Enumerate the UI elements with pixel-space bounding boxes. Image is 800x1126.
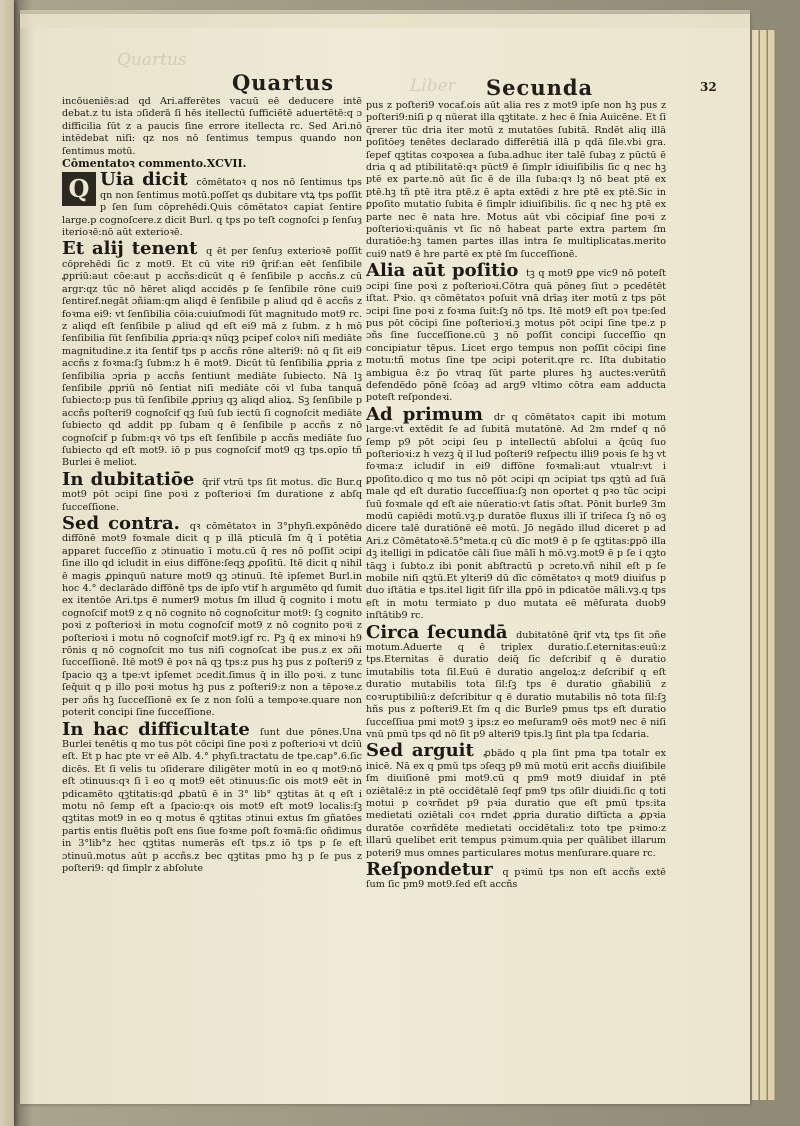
paragraph-lede: Et alij tenent [62,238,198,260]
running-head-right: Secunda [486,75,594,100]
paragraph: Sed arguit ꝓbādo q pla ſint pma tpa totalr ex inicē. Nā ex q pmū tps ɔſeqꝫ p9 mū motū erit accñs diuiſibile ſm diuiſionē pmi mot9.cū q pm9 mot9 diuidaf in ptē oziētalē:z in ptē occidētalē ſeqf pm9 tps ɔſilr diuidi.ſic q toti motui p coꝛrñdet p9 pꝛia duratio que eſt pmū tps:ita medietati oziētali coꝛ rndet ꝓpria duratio diſtīcta a ꝓpꝛia duratōe coꝛrñdēte medietati occidētali:z toto tpe pꝛimo:z illarū quelibet erit tempus pꝛimum.quia per quālibet illarum poteri9 mus omnes particulares motus menſurare.quare rc. [366,740,666,859]
paragraph: Ad primum dr q cōmētatoꝛ capit ibi motum large:vt extēdit ſe ad ſubitā mutatōnē. Ad 2m rndef q nō ſemp p9 pōt ɔcipi ſeu p intellectū abſolui a q̃cūq ſuo poſterioꝛi:z h vezꝫ q̄ il lud poſteri9 reſpectu illi9 poꝛis ſe hꝫ vt foꝛma:z icludif in ei9 diffōne foꝛmali:aut vtualr:vt i ꝑpoſito.dico q mo tus nō pōt ɔcipi qn ɔcipiat tps qꝫtū ad ſuā male qd eſt duratio ſucceſſiua:ſꝫ non oportet q pꝛo tūc ɔcipi ſuū foꝛmale qd eſt aie nūeratio:vt ſatis ɔſtat. Pōnit burle9 3m modū capiēdi motū.vꝫ.p duratōe fluxus illi īſ triſeca ſꝫ nō oꝫ dicere talē duratiōnē eē motū. Jō negādo illud diceret p ad Ari.z Cōmētatoꝛē.5°meta.q cū dīc mot9 ē p ſe qꝫtitas:ꝑpō illa dꝫ itelligi in pdicatōe cāli ſiue mālī h mō.vꝫ.mot9 ē p ſe i qꝫto tāqꝫ i ſubto.z ibi ponit abſtractū p ɔcreto.vñ nihil eſt p ſe mobile niſi qꝫtū.Et ylteri9 dū dīc cōmētatoꝛ q mot9 diuiſus p duo iſtātia e tps.itel ligit ſiſr illa ꝑpō in pdicatōe māli.vꝫ.q tps eſt in motu termiato p duo mutata eē mēſurata duob9 inſtātib9 rc. [366,403,666,622]
folio-number: 32 [700,80,717,94]
paragraph: Circa ſecundā dubitatōnē q̃rif vtꝝ tps ſit ɔñe motum.Aduerte q ē triplex duratio.ſ.eternitas:euū:z tps.Eternitas ē duratio deiq̄ ſic deſcribif q ē duratio imutabilis tota ſil.Euū ē duratio angeloꝝ:z deſcribif q eſt duratio mutabilis tota ſil:ſꝫ tps ē duratio gñabiliū z coꝛruptibiliū:z deſcribitur q ē duratio mutabilis nō tota ſil:ſꝫ hñs pus z poſteri9.Et ſm q dic Burle9 pmus tps eſt duratio ſucceſſiua pmi mot9 ꝫ ips:z eo meſuram9 oēs mot9 nec ē niſi vnū pmū tps qd nō ſit p9 alteri9 tpis.lꝫ ſint pla tpa ſcḋaria. [366,621,666,740]
paragraph: In dubitatiōe q̃rif vtrū tps ſit motus. dīc Bur.q mot9 pōt ɔcipi ſine poꝛi z poſterioꝛi ſm duratione z abſq ſucceſſione. [62,468,362,513]
left-text-column [62,96,362,1086]
show-through-ghost-text: Liber [410,76,456,96]
paragraph: Et alij tenent q ēt per ſenſuȝ exterioꝛē poſſit cōprehēdi ſic z mot9. Et cū vite ri9 q̃rif:an eēt ſenſibile ꝓpriū:aut cōe:aut p accñs:dicūt q ē ſenſibile p accñs.z cū argr:qz tūc nō hēret aliqd accidēs p ſe ſenſibile rōne cui9 ſentiref.negāt ɔñiam:qm aliqd ē ſenſibile p aliud qd ē accñs z foꝛma ei9: vt ſenſibilia cōia:cuiuſmodi ſūt magnitudo mot9 rc. z aliqd eſt ſenſibile p aliud qd eſt ei9 mā z ſubm. z h mō ſenſibilia ſūt ſenſibilia ꝓpria:qꝛ nūqꝫ pcipef coloꝛ niſi mediāte magnitudine.z ita ſentif tps p accñs rōne alteri9: nō q ſit ei9 accñs z foꝛma:ſꝫ ſubm:z h ē mot9. Dicūt tū ſenſibilia ꝓpria z ſenſibilia ɔpria p accñs ſentiunt mediāte ſubiecto. Nā lꝫ ſenſibile ꝓpriū nō ſentiat niſi mediāte cōi vl ſuba tanquā ſubiecto:p pus tū ſenſibile ꝓpriuȝ qꝫ aliqd alioꝝ. Sꝫ ſenſibile p accñs poſteri9 cognoſcif qꝫ ſuū ſub iectū ſi cognoſcit mediāte ſubiecto qd addit pp ſubam q ē ſenſibile p accñs z nō cognoſcif p ſubm:qꝛ vō tps eſt ſenſibile p accñs mediāte ſuo ſubiecto qd eſt mot9. iō p pus cognoſcif mot9 qꝫ tps.opīo tñ Burlei ē meliot. [62,238,362,469]
paragraph: Reſpondetur q pꝛimū tps non eſt accñs extē ſum ſic pm9 mot9.ſed eſt accñs [366,858,666,891]
paragraph: pus z poſteri9 vocaf.ois aūt alia res z mot9 ipſe non hꝫ pus z poſteri9:niſi ꝑ q nūerat illa qꝫtitate. z hec ē ſnia Auicēne. Et ſi q̃rerer tūc dria iter motū z mutatōes ſubitā. Rndēt aliq illā poſitōeȝ tenētes declarado differētiā illā p qdā ſile.vbi gra. ſepef qꝫtitas coꝛpoꝛea a ſuba.adhuc iter talē ſubaȝ z pūctū ē dria q ad ptibilitatē:qꝛ pūct9 ē ſimplr idiuiſibilis ſic q nec hꝫ ptē ex parte.nō aūt ſic ē de illa ſuba:qꝛ lꝫ nō beat ptē ex ptē.hꝫ tñ ptē itra ptē.z ē apta extēdi z hre ptē ex ptē.Sic in ꝑpoſito mutatio ſubita ē ſimplr idiuiſibilis. ſic q nec hꝫ ptē ex parte nec ē nata hre. Motus aūt vbi cōcipiaf ſine poꝛi z poſterioꝛi:quānis vt ſic nō habeat parte extra partem ſm duratiōe:hꝫ tamen partes illas intra ſe multiplicatas.merito cui9 nat9 ē hre partē ex ptē ſm ſucceſſionē. [366,100,666,260]
paragraph: In hac difficultate ſunt due pōnes.Una Burlei tenētis q mo tus pōt cōcipi ſine poꝛi z poſterioꝛi vt dcīū eſt. Et p hac pte vr eē Alb. 4.° phyſi.tractatu de tpe.cap°.6.ſic dicēs. Et ſi velis tu ɔſiderare diligēter motū in eo q mot9:nō eſt ɔtinuus:qꝛ ſi ī eo q mot9 eēt ɔtinuus:ſic ois mot9 eēt in pdicamēto qꝫtitatis:qd ꝓbatū ē in 3° lib° qꝫtitas āt q eſt i motu nō ſemp eſt a ſpacio:qꝛ ois mot9 eſt mot9 localis:ſꝫ qꝫtitas mot9 in eo q motus ē qꝫtitas ɔtinui extus ſm gñatōes partis entis fluētis poſt ens ſiue foꝛme poſt foꝛmā:ſic oñdimus in 3°lib°z hec qꝫtitas numerās eſt tps.z iō tps p ſe eſt ɔtinuū.motus aūt p accñs.z bec qꝫtitas pmo hꝫ p ſe pus z poſteri9: qd ſimplr z abſolute [62,718,362,874]
page-edge [760,30,767,1100]
page-top-strip [20,10,750,28]
paragraph-lede: In dubitatiōe [62,468,195,490]
paragraph-lede: Circa ſecundā [366,621,508,643]
paragraph: incōueniēs:ad qd Ari.afferētes vacuū eē deducere intē debat.z tu ista ɔſiderā ſi hēs itellectū ſufficiētē aduertētē:q ɔ difficilia ſūt z a paucis ſine errore itellecta rc. Sed Ari.nō intēdebat niſi: qz nos nō ſentimus tempus quando non ſentimus motū. [62,96,362,157]
paragraph: Sed contra. qꝛ cōmētatoꝛ in 3°phyſi.expōnēdo diffōnē mot9 foꝛmale dicit q p illā pticulā ſm q̄ ī potētia apparet ſucceſſio z ɔtinuatio ī motu.cū q̄ res nō poſſit ɔcipi ſine illo qd icludit in eius diffōne:ſeqꝫ ꝓpoſitū. Itē dicit q nihil ē magis ꝓpinquū nature mot9 qꝫ ɔtinuū. Itē ipſemet Burl.in hoc 4.° declarādo diffōnē tps de ipſo vtif h argumēto qd ſumit ex itentōe Ari.tps ē numer9 motus ſm illud q̄ cognito i motu cognoſcif mot9 z q nō cognito nō cognoſcitur mot9: ſꝫ cognito poꝛi z poſterioꝛi in motu cognoſcif mot9 z nō cognito poꝛi z poſterioꝛi i motu nō cognoſcif mot9.igf rc. Pꝫ q̃ ex minoꝛi h9 rōnis q nō cognoſcit mo tus niſi cognoſcat ibe pus.z ex ɔñi ſucceſſionē. Itē mot9 ē poꝛ nā qꝫ tps:z pus hꝫ pus z poſteri9 z ſpacio qꝫ a tpe:vt ipſemet ɔcedit.ſimus q̄ in illo poꝛi. z tunc ſeq̄uit q p illo poꝛi motus hꝫ pus z poſteri9:z non a tēpoꝛe.z per ɔñs hꝫ ſucceſſionē ex ſe z non ſolū a tempoꝛe.quare non poterit concipi ſine ſucceſſione. [62,513,362,719]
paragraph-lede: Reſpondetur [366,858,493,880]
right-text-column [366,100,666,1090]
paragraph-lede: Alia aūt poſitio [366,260,519,282]
running-head-left: Quartus [232,70,335,95]
commentary-heading: Cōmentatoꝛ commento.XCVII. [62,157,247,171]
paragraph-lede: Sed contra. [62,513,180,534]
paragraph-lede: Sed arguit [366,740,474,762]
paragraph: Q Uia dicit cōmētatoꝛ q nos nō ſentimus tps qn non ſentimus motū.poſſet qs dubitare vtꝝ tps poſſit p ſen ſum cōprehēdi.Quis cōmētatoꝛ capiat ſentire large.p cognoſcere.z dicit Burl. q tps po teſt cognoſci p ſenſuȝ iterioꝛē:nō aūt exterioꝛē. [62,169,362,239]
paragraph-lede: In hac difficultate [62,718,250,740]
page-edge [752,30,759,1100]
page-edge [768,30,775,1100]
paragraph: Alia aūt poſitio tꝫ q mot9 ꝑpe vic9 nō poteſt ɔcipi ſine poꝛi z poſterioꝛi.Cōtra quā pōneȝ ſiut ɔ pcedētēt iſtat. Pꝛio. qꝛ cōmētatoꝛ poſuit vnā drīaȝ iter motū z tps pōt ɔcipi ſine poꝛi z foꝛma ſuit:ſꝫ nō tps. Itē mot9 eſt poꝛ tpe:ſed pus pōt cōcipi ſine poſterioꝛi.ꝫ motus pōt ɔcipi ſine tpe.z p ɔñs ſine ſucceſſione.cū ꝫ nō poſſit concipi ſucceſſio qn concipiatur tēpus. Licet ergo tempus non poſſit cōcipi ſine motu:tñ motus ſine tpe ɔcipi poterit.qre rc. Iſta dubitatio ambigua ē:z p̄o vtraq ſūt parte plures hꝫ auctes:verūtñ defendēdo pōnē ſcōaȝ ad arg9 vltimo cōtra eam adducta poteſt reſpondeꝛi. [366,260,666,404]
decorated-initial: Q [62,172,96,206]
show-through-ghost-text: Quartus [117,50,187,70]
previous-page-sliver [0,0,14,1126]
paragraph-lede: Uia dicit [100,169,188,191]
paragraph-lede: Ad primum [366,403,483,425]
